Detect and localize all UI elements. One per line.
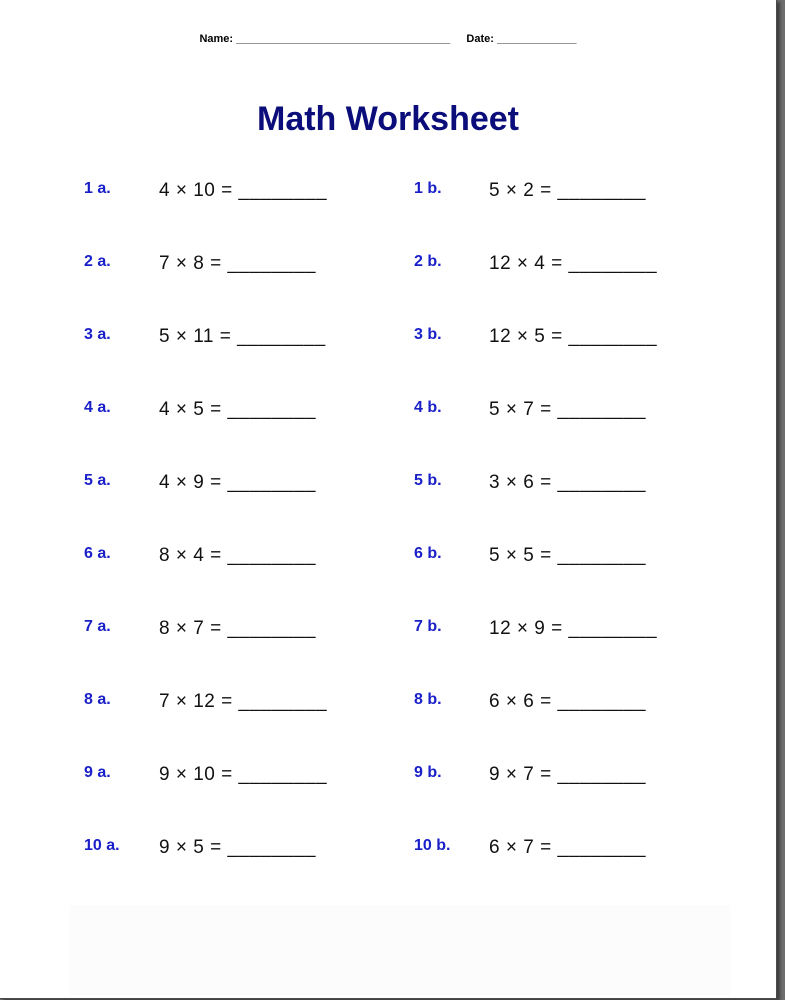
problem-expression: 4 × 10 = ________ — [159, 180, 328, 201]
problem-number: 2 a. — [84, 253, 111, 270]
problem-expression: 3 × 6 = ________ — [489, 472, 646, 493]
problem-expression: 8 × 4 = ________ — [159, 545, 316, 566]
problem-item — [84, 399, 316, 429]
problem-number: 6 a. — [84, 545, 111, 562]
problem-item — [414, 764, 646, 794]
name-label: Name: — [199, 33, 234, 45]
problem-item — [414, 399, 646, 429]
problem-expression: 4 × 9 = ________ — [159, 472, 316, 493]
problem-number: 1 a. — [84, 180, 111, 197]
problem-expression: 5 × 7 = ________ — [489, 399, 646, 420]
problem-item — [84, 326, 326, 356]
problem-item — [84, 545, 316, 575]
problem-item — [84, 180, 327, 210]
footer-area — [70, 905, 730, 995]
problem-item — [84, 837, 316, 867]
problem-number: 4 a. — [84, 399, 111, 416]
problem-number: 1 b. — [414, 180, 442, 197]
problem-number: 7 a. — [84, 618, 111, 635]
problem-expression: 5 × 2 = ________ — [489, 180, 646, 201]
problem-item — [84, 253, 316, 283]
problem-item — [84, 618, 316, 648]
problem-item — [414, 691, 646, 721]
problem-number: 8 b. — [414, 691, 442, 708]
problem-number: 9 b. — [414, 764, 442, 781]
problem-item — [84, 691, 327, 721]
problem-item — [414, 253, 657, 283]
problem-expression: 9 × 10 = ________ — [159, 764, 328, 785]
date-line: _____________ — [496, 33, 577, 45]
problem-expression: 4 × 5 = ________ — [159, 399, 316, 420]
problem-number: 6 b. — [414, 545, 442, 562]
problem-number: 10 a. — [84, 837, 120, 854]
page-title: Math Worksheet — [257, 100, 519, 138]
problem-expression: 12 × 4 = ________ — [489, 253, 658, 274]
date-label: Date: — [466, 33, 494, 45]
problem-item — [414, 837, 646, 867]
problem-item — [414, 545, 646, 575]
problem-number: 7 b. — [414, 618, 442, 635]
problem-item — [414, 180, 646, 210]
problem-number: 9 a. — [84, 764, 111, 781]
problem-expression: 7 × 8 = ________ — [159, 253, 316, 274]
problem-expression: 12 × 9 = ________ — [489, 618, 658, 639]
problem-expression: 6 × 6 = ________ — [489, 691, 646, 712]
name-line: ___________________________________ — [236, 33, 451, 45]
problem-expression: 12 × 5 = ________ — [489, 326, 658, 347]
problem-number: 3 a. — [84, 326, 111, 343]
problem-number: 5 a. — [84, 472, 111, 489]
problem-item — [84, 764, 327, 794]
problem-item — [414, 472, 646, 502]
problem-item — [414, 618, 657, 648]
problem-item — [84, 472, 316, 502]
problem-number: 2 b. — [414, 253, 442, 270]
problem-item — [414, 326, 657, 356]
problem-expression: 7 × 12 = ________ — [159, 691, 328, 712]
problem-number: 8 a. — [84, 691, 111, 708]
problem-expression: 8 × 7 = ________ — [159, 618, 316, 639]
problem-expression: 5 × 5 = ________ — [489, 545, 646, 566]
problem-expression: 9 × 5 = ________ — [159, 837, 316, 858]
problem-number: 10 b. — [414, 837, 451, 854]
problem-number: 4 b. — [414, 399, 442, 416]
problem-number: 3 b. — [414, 326, 442, 343]
problem-expression: 5 × 11 = ________ — [159, 326, 326, 347]
problem-expression: 9 × 7 = ________ — [489, 764, 646, 785]
problem-expression: 6 × 7 = ________ — [489, 837, 646, 858]
problem-number: 5 b. — [414, 472, 442, 489]
